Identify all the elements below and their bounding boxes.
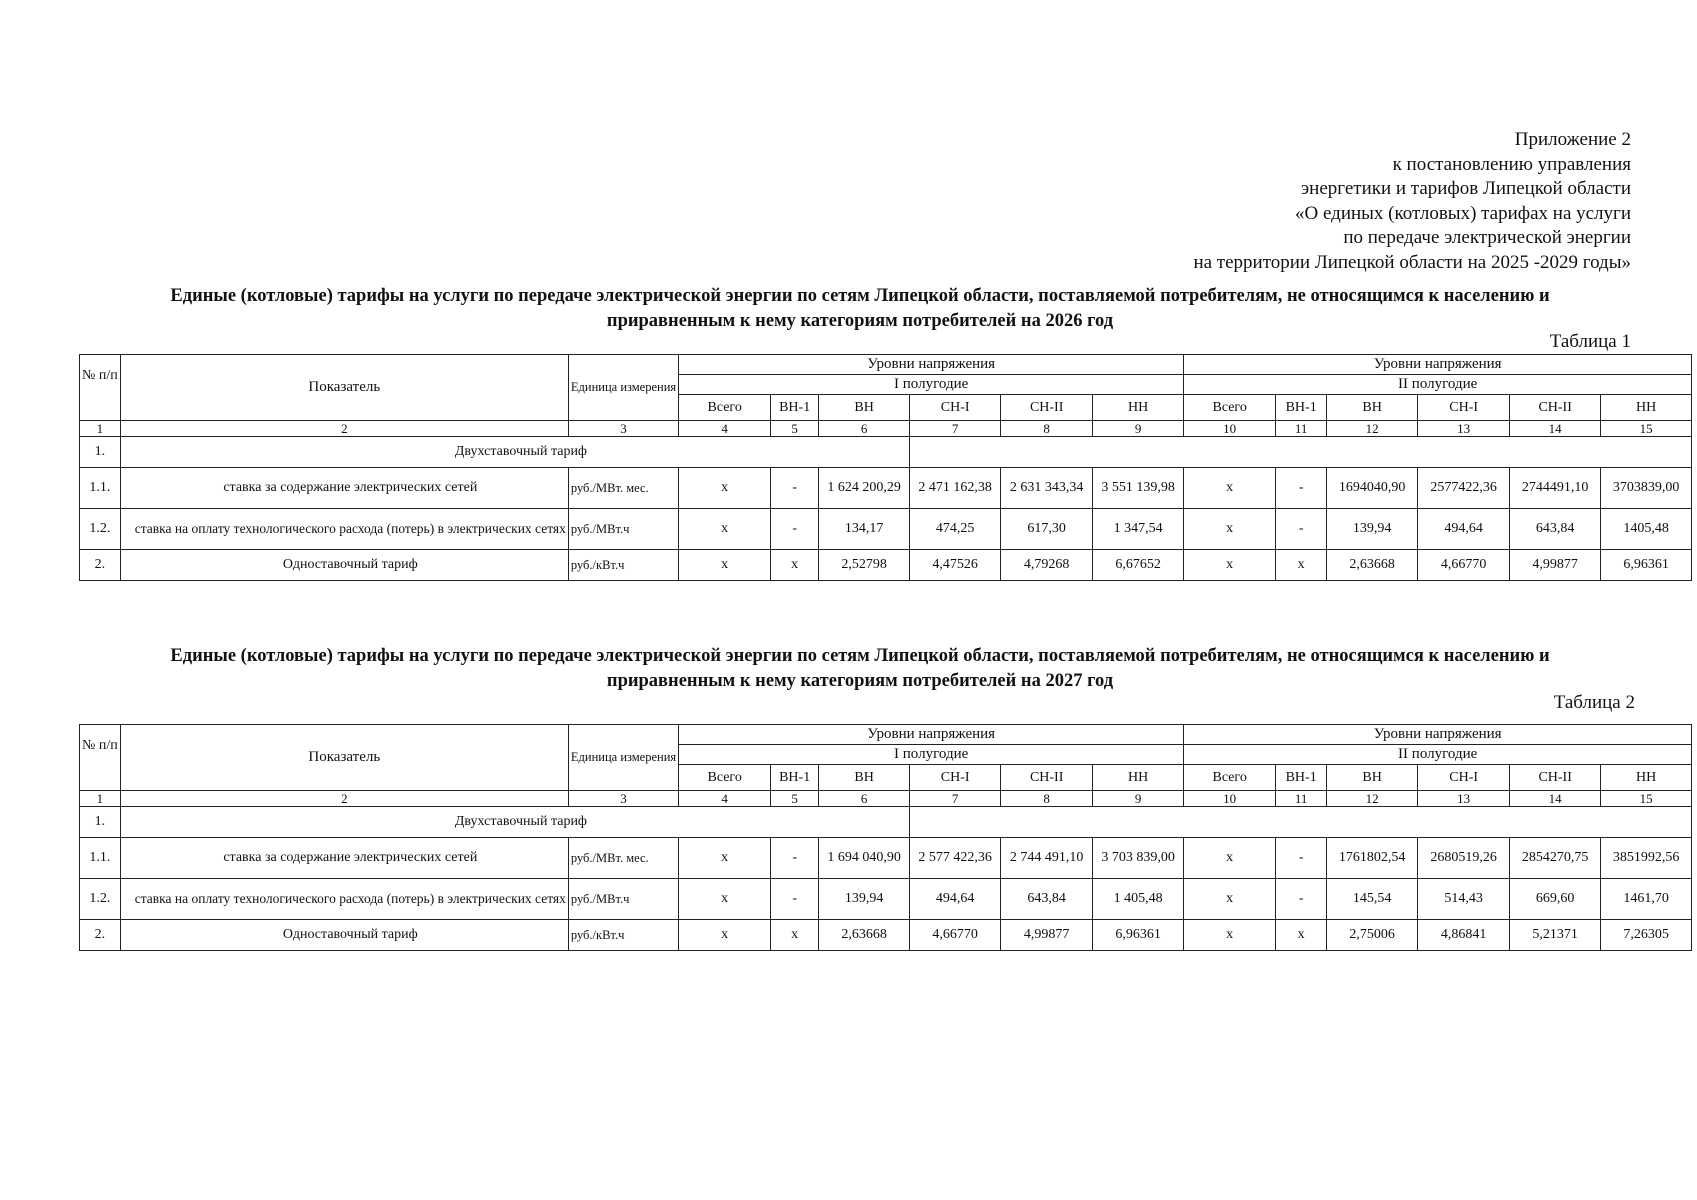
value-cell: 2,63668 — [819, 920, 910, 951]
col-number: 4 — [679, 421, 771, 437]
row-name: Одноставочный тариф — [120, 920, 568, 951]
row-unit: руб./МВт.ч — [568, 509, 678, 550]
appendix-line: Приложение 2 — [1514, 129, 1631, 150]
appendix-line: по передаче электрической энергии — [1343, 227, 1631, 248]
row-num: 2. — [80, 920, 121, 951]
col-number: 3 — [568, 421, 678, 437]
row-num: 1.1. — [80, 838, 121, 879]
value-cell: 643,84 — [1510, 509, 1601, 550]
value-cell: 4,66770 — [910, 920, 1001, 951]
col-number: 15 — [1601, 791, 1692, 807]
value-cell: 2,75006 — [1327, 920, 1418, 951]
col-number: 12 — [1327, 791, 1418, 807]
table-row — [80, 437, 1692, 468]
value-cell: - — [1276, 838, 1327, 879]
header-num-text: № п/п — [82, 368, 118, 383]
value-cell: х — [1184, 838, 1276, 879]
value-cell: х — [679, 468, 771, 509]
value-cell: х — [1184, 920, 1276, 951]
value-cell: 139,94 — [819, 879, 910, 920]
col-header: НН — [1093, 395, 1184, 421]
appendix-line: «О единых (котловых) тарифах на услуги — [1295, 202, 1631, 224]
col-number: 4 — [679, 791, 771, 807]
col-header: СН-II — [1510, 395, 1601, 421]
value-cell: 2 744 491,10 — [1001, 838, 1093, 879]
col-header: СН-I — [1418, 765, 1510, 791]
value-cell: х — [679, 509, 771, 550]
value-cell: х — [679, 920, 771, 951]
title-line: Единые (котловые) тарифы на услуги по передаче электрической энергии по сетям Липецкой области, поставляемой потребителям, не относящимся к населению и — [170, 646, 1550, 666]
col-number: 2 — [120, 791, 568, 807]
col-header: ВН — [1327, 395, 1418, 421]
value-cell: - — [1276, 468, 1327, 509]
col-number: 2 — [120, 421, 568, 437]
appendix-line: к постановлению управления — [1392, 153, 1631, 175]
row-name: Одноставочный тариф — [120, 550, 568, 581]
header-unit: Единица измерения — [568, 725, 678, 791]
col-header: ВН — [819, 765, 910, 791]
value-cell: 1 624 200,29 — [819, 468, 910, 509]
value-cell: 3703839,00 — [1601, 468, 1692, 509]
value-cell: 1461,70 — [1601, 879, 1692, 920]
col-header: ВН-1 — [1276, 765, 1327, 791]
empty-cell — [910, 437, 1692, 468]
value-cell: 2854270,75 — [1510, 838, 1601, 879]
row-num: 1.1. — [80, 468, 121, 509]
title-line: приравненным к нему категориям потребителей на 2027 год — [606, 671, 1114, 691]
row-num: 1.2. — [80, 509, 121, 550]
col-number: 1 — [80, 791, 121, 807]
col-number: 8 — [1001, 421, 1093, 437]
col-header: ВН-1 — [771, 765, 819, 791]
value-cell: 134,17 — [819, 509, 910, 550]
value-cell: - — [771, 509, 819, 550]
value-cell: 3851992,56 — [1601, 838, 1692, 879]
col-header: НН — [1093, 765, 1184, 791]
header-half1: I полугодие — [679, 375, 1184, 395]
row-name: ставка на оплату технологического расхода (потерь) в электрических сетях — [120, 509, 568, 550]
row-num: 2. — [80, 550, 121, 581]
row-num: 1.2. — [80, 879, 121, 920]
col-number: 6 — [819, 421, 910, 437]
col-header: ВН-1 — [1276, 395, 1327, 421]
col-number: 7 — [910, 421, 1001, 437]
row-unit: руб./кВт.ч — [568, 550, 678, 581]
col-number: 10 — [1184, 791, 1276, 807]
row-name: ставка за содержание электрических сетей — [120, 838, 568, 879]
value-cell: 2 631 343,34 — [1001, 468, 1093, 509]
tariff-table-2026 — [79, 354, 1692, 581]
col-header: СН-II — [1001, 765, 1093, 791]
table-label-1: Таблица 1 — [1549, 331, 1631, 352]
value-cell: 2577422,36 — [1418, 468, 1510, 509]
value-cell: 5,21371 — [1510, 920, 1601, 951]
row-name: Двухставочный тариф — [120, 437, 909, 468]
row-unit: руб./МВт. мес. — [568, 468, 678, 509]
table-row — [80, 920, 1692, 951]
value-cell: х — [1184, 550, 1276, 581]
column-number-row — [80, 421, 1692, 437]
row-num: 1. — [80, 437, 121, 468]
value-cell: 2680519,26 — [1418, 838, 1510, 879]
header-half2: II полугодие — [1184, 375, 1692, 395]
col-header: СН-I — [910, 765, 1001, 791]
header-num — [80, 725, 121, 791]
value-cell: х — [679, 550, 771, 581]
value-cell: 4,86841 — [1418, 920, 1510, 951]
table-row — [80, 550, 1692, 581]
value-cell: - — [771, 879, 819, 920]
table-row — [80, 509, 1692, 550]
value-cell: х — [679, 838, 771, 879]
header-indicator: Показатель — [120, 355, 568, 421]
col-number: 15 — [1601, 421, 1692, 437]
value-cell: х — [771, 550, 819, 581]
value-cell: 1 405,48 — [1093, 879, 1184, 920]
value-cell: 2744491,10 — [1510, 468, 1601, 509]
value-cell: х — [1184, 468, 1276, 509]
value-cell: 4,66770 — [1418, 550, 1510, 581]
col-number: 5 — [771, 791, 819, 807]
value-cell: х — [1184, 509, 1276, 550]
table-title-2026 — [80, 284, 1640, 334]
col-number: 10 — [1184, 421, 1276, 437]
table-row — [80, 838, 1692, 879]
header-levels-h1: Уровни напряжения — [679, 725, 1184, 745]
value-cell: 1405,48 — [1601, 509, 1692, 550]
table-row — [80, 879, 1692, 920]
col-number: 8 — [1001, 791, 1093, 807]
header-num-text: № п/п — [82, 738, 118, 753]
appendix-note — [1193, 128, 1631, 275]
col-header: ВН — [1327, 765, 1418, 791]
appendix-line: энергетики и тарифов Липецкой области — [1301, 178, 1631, 199]
header-levels-h2: Уровни напряжения — [1184, 725, 1692, 745]
col-number: 6 — [819, 791, 910, 807]
row-num: 1. — [80, 807, 121, 838]
value-cell: 2 577 422,36 — [910, 838, 1001, 879]
col-header: Всего — [1184, 395, 1276, 421]
value-cell: - — [771, 838, 819, 879]
value-cell: - — [1276, 879, 1327, 920]
title-line: приравненным к нему категориям потребителей на 2026 год — [606, 311, 1114, 331]
value-cell: 2,52798 — [819, 550, 910, 581]
row-unit: руб./кВт.ч — [568, 920, 678, 951]
col-header: Всего — [679, 765, 771, 791]
value-cell: 514,43 — [1418, 879, 1510, 920]
value-cell: 4,99877 — [1510, 550, 1601, 581]
col-number: 3 — [568, 791, 678, 807]
col-number: 14 — [1510, 421, 1601, 437]
col-header: НН — [1601, 395, 1692, 421]
value-cell: 6,96361 — [1601, 550, 1692, 581]
value-cell: 669,60 — [1510, 879, 1601, 920]
value-cell: 6,96361 — [1093, 920, 1184, 951]
header-indicator: Показатель — [120, 725, 568, 791]
value-cell: - — [771, 468, 819, 509]
empty-cell — [910, 807, 1692, 838]
value-cell: 145,54 — [1327, 879, 1418, 920]
col-number: 5 — [771, 421, 819, 437]
col-header: НН — [1601, 765, 1692, 791]
col-number: 14 — [1510, 791, 1601, 807]
table-row — [80, 807, 1692, 838]
value-cell: 4,79268 — [1001, 550, 1093, 581]
col-header: Всего — [1184, 765, 1276, 791]
value-cell: 2,63668 — [1327, 550, 1418, 581]
value-cell: х — [1276, 920, 1327, 951]
col-header: ВН-1 — [771, 395, 819, 421]
col-header: СН-I — [1418, 395, 1510, 421]
value-cell: 7,26305 — [1601, 920, 1692, 951]
row-unit: руб./МВт. мес. — [568, 838, 678, 879]
tariff-table-2027 — [79, 724, 1692, 951]
row-name: ставка за содержание электрических сетей — [120, 468, 568, 509]
header-half1: I полугодие — [679, 745, 1184, 765]
value-cell: 3 551 139,98 — [1093, 468, 1184, 509]
col-number: 11 — [1276, 791, 1327, 807]
value-cell: х — [771, 920, 819, 951]
col-number: 9 — [1093, 421, 1184, 437]
value-cell: 494,64 — [1418, 509, 1510, 550]
col-header: СН-I — [910, 395, 1001, 421]
row-name: ставка на оплату технологического расхода (потерь) в электрических сетях — [120, 879, 568, 920]
value-cell: 1694040,90 — [1327, 468, 1418, 509]
table-row — [80, 468, 1692, 509]
col-number: 9 — [1093, 791, 1184, 807]
col-header: СН-II — [1510, 765, 1601, 791]
value-cell: 643,84 — [1001, 879, 1093, 920]
value-cell: 139,94 — [1327, 509, 1418, 550]
header-half2: II полугодие — [1184, 745, 1692, 765]
value-cell: 4,99877 — [1001, 920, 1093, 951]
col-number: 12 — [1327, 421, 1418, 437]
value-cell: 617,30 — [1001, 509, 1093, 550]
appendix-line: на территории Липецкой области на 2025 -2029 годы» — [1193, 251, 1631, 273]
value-cell: 1 347,54 — [1093, 509, 1184, 550]
table-title-2027 — [80, 644, 1640, 694]
col-header: ВН — [819, 395, 910, 421]
value-cell: 1761802,54 — [1327, 838, 1418, 879]
title-line: Единые (котловые) тарифы на услуги по передаче электрической энергии по сетям Липецкой области, поставляемой потребителям, не относящимся к населению и — [170, 286, 1550, 306]
table-label-2: Таблица 2 — [1553, 692, 1635, 713]
value-cell: х — [1276, 550, 1327, 581]
header-num — [80, 355, 121, 421]
value-cell: - — [1276, 509, 1327, 550]
col-number: 1 — [80, 421, 121, 437]
col-header: Всего — [679, 395, 771, 421]
col-number: 11 — [1276, 421, 1327, 437]
col-number: 7 — [910, 791, 1001, 807]
value-cell: х — [679, 879, 771, 920]
column-number-row — [80, 791, 1692, 807]
value-cell: 3 703 839,00 — [1093, 838, 1184, 879]
header-levels-h1: Уровни напряжения — [679, 355, 1184, 375]
row-name: Двухставочный тариф — [120, 807, 909, 838]
header-levels-h2: Уровни напряжения — [1184, 355, 1692, 375]
col-number: 13 — [1418, 421, 1510, 437]
col-number: 13 — [1418, 791, 1510, 807]
value-cell: 494,64 — [910, 879, 1001, 920]
header-unit: Единица измерения — [568, 355, 678, 421]
value-cell: х — [1184, 879, 1276, 920]
value-cell: 1 694 040,90 — [819, 838, 910, 879]
value-cell: 474,25 — [910, 509, 1001, 550]
value-cell: 2 471 162,38 — [910, 468, 1001, 509]
value-cell: 6,67652 — [1093, 550, 1184, 581]
col-header: СН-II — [1001, 395, 1093, 421]
row-unit: руб./МВт.ч — [568, 879, 678, 920]
value-cell: 4,47526 — [910, 550, 1001, 581]
